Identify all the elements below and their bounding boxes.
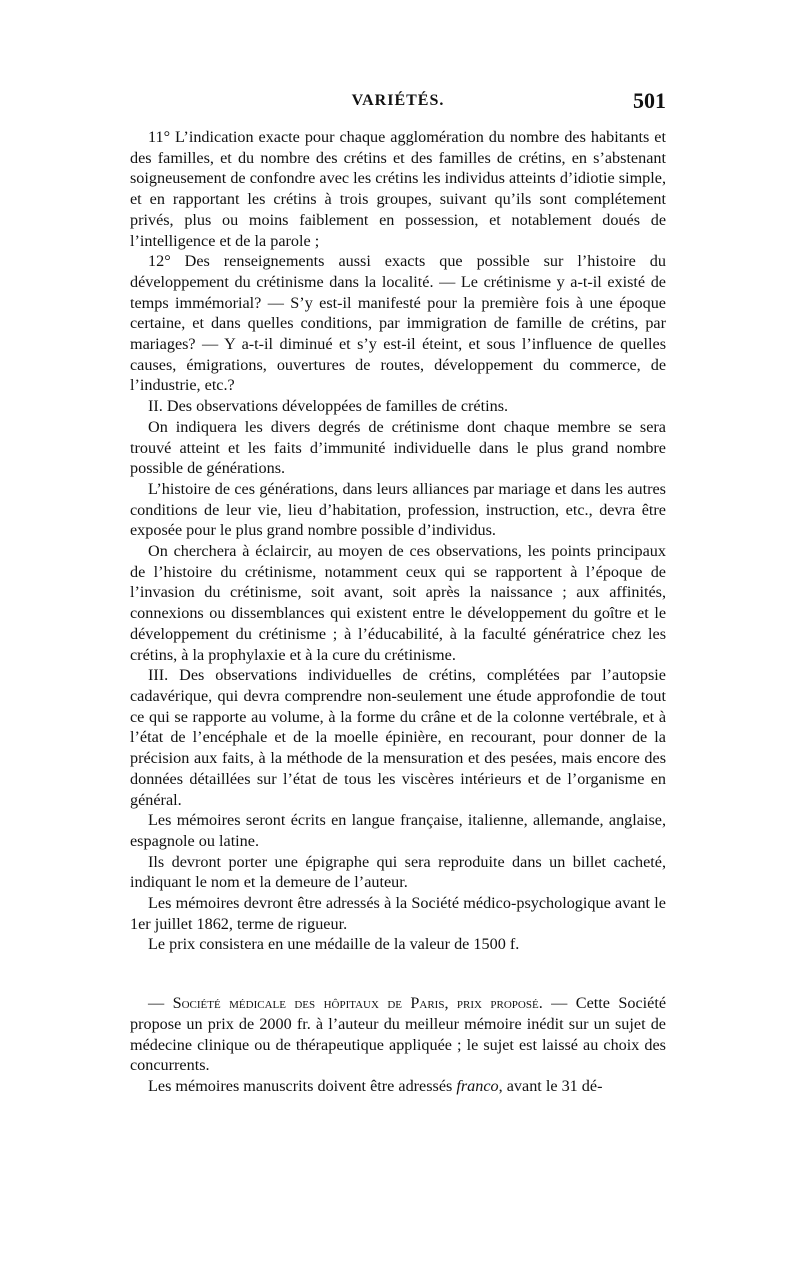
paragraph-item-12: 12° Des renseignements aussi exacts que possible sur l’histoire du développement du crétinisme dans la localité. — Le crétinisme y a-t-il existé de temps immémorial? — S’y est-il manifesté pour la première fois à une époque certaine, et dans quelles conditions, par immigration de famille de crétins, par mariages? — Y a-t-il diminué et s’y est-il éteint, et sous l’influence de quelles causes, émigrations, ouvertures de routes, développement du commerce, de l’industrie, etc.? — [130, 252, 666, 395]
paragraph: On cherchera à éclaircir, au moyen de ces observations, les points principaux de l’histoire du crétinisme, notamment ceux qui se rapportent à l’époque de l’invasion du crétinisme, soit avant, soit après la naissance ; aux affinités, connexions ou dissemblances qui existent entre le développement du goître et le développement du crétinisme ; à l’éducabilité, à la faculté génératrice chez les crétins, à la prophylaxie et à la cure du crétinisme. — [130, 542, 666, 664]
section-gap — [130, 955, 666, 993]
paragraph-section-iii: III. Des observations individuelles de crétins, complétées par l’autopsie cadavérique, qui devra comprendre non-seulement une étude approfondie de tout ce qui se rapporte au volume, à la forme du crâne et de la colonne vertébrale, et à l’état de l’encéphale et de la moelle épinière, en recourant, pour donner de la précision aux faits, à la méthode de la mensuration et des pesées, mais encore des données détaillées sur l’état de tous les viscères intérieurs et de l’organisme en général. — [130, 666, 666, 809]
paragraph-text: Cette Société propose un prix de 2000 fr. à l’auteur du meilleur mémoire inédit sur un sujet de médecine clinique ou de thérapeutique appliquée ; le sujet est laissé au choix des concurrents. — [130, 994, 666, 1075]
paragraph: Ils devront porter une épigraphe qui sera reproduite dans un billet cacheté, indiquant le nom et la demeure de l’auteur. — [130, 852, 666, 892]
page-body — [130, 127, 666, 1097]
paragraph-text: , avant le 31 dé- — [498, 1076, 603, 1095]
paragraph: On indiquera les divers degrés de crétinisme dont chaque membre se sera trouvé atteint et les faits d’immunité individuelle dans le plus grand nombre possible de générations. — [130, 417, 666, 478]
paragraph-text: Les mémoires manuscrits doivent être adressés — [148, 1076, 457, 1095]
paragraph: Les mémoires seront écrits en langue française, italienne, allemande, anglaise, espagnole ou latine. — [130, 811, 666, 850]
paragraph: L’histoire de ces générations, dans leurs alliances par mariage et dans les autres conditions de leur vie, lieu d’habitation, profession, instruction, etc., devra être exposée pour le plus grand nombre possible d’individus. — [130, 479, 666, 540]
paragraph-section-ii: II. Des observations développées de familles de crétins. — [148, 397, 509, 416]
page-header — [130, 88, 666, 116]
paragraph-item-11: 11° L’indication exacte pour chaque agglomération du nombre des habitants et des familles, et du nombre des crétins et des familles de crétins, en s’abstenant soigneusement de confondre avec les crétins les individus atteints d’idiotie simple, et en rapportant les crétins à trois groupes, suivant qu’ils sont complétement privés, plus ou moins faiblement en possession, et notablement doués de l’intelligence et de la parole ; — [130, 128, 666, 250]
paragraph: Le prix consistera en une médaille de la valeur de 1500 f. — [148, 935, 520, 954]
page-number: 501 — [633, 88, 666, 113]
italic-text: franco — [456, 1076, 499, 1095]
paragraph-societe-prize — [130, 993, 666, 1076]
running-head: VARIÉTÉS. — [351, 92, 445, 109]
paragraph: Les mémoires devront être adressés à la Société médico-psychologique avant le 1er juillet 1862, terme de rigueur. — [130, 894, 666, 933]
paragraph-memoires — [130, 1076, 666, 1097]
section-heading: — Société médicale des hôpitaux de Paris, prix proposé. — — [148, 994, 568, 1013]
